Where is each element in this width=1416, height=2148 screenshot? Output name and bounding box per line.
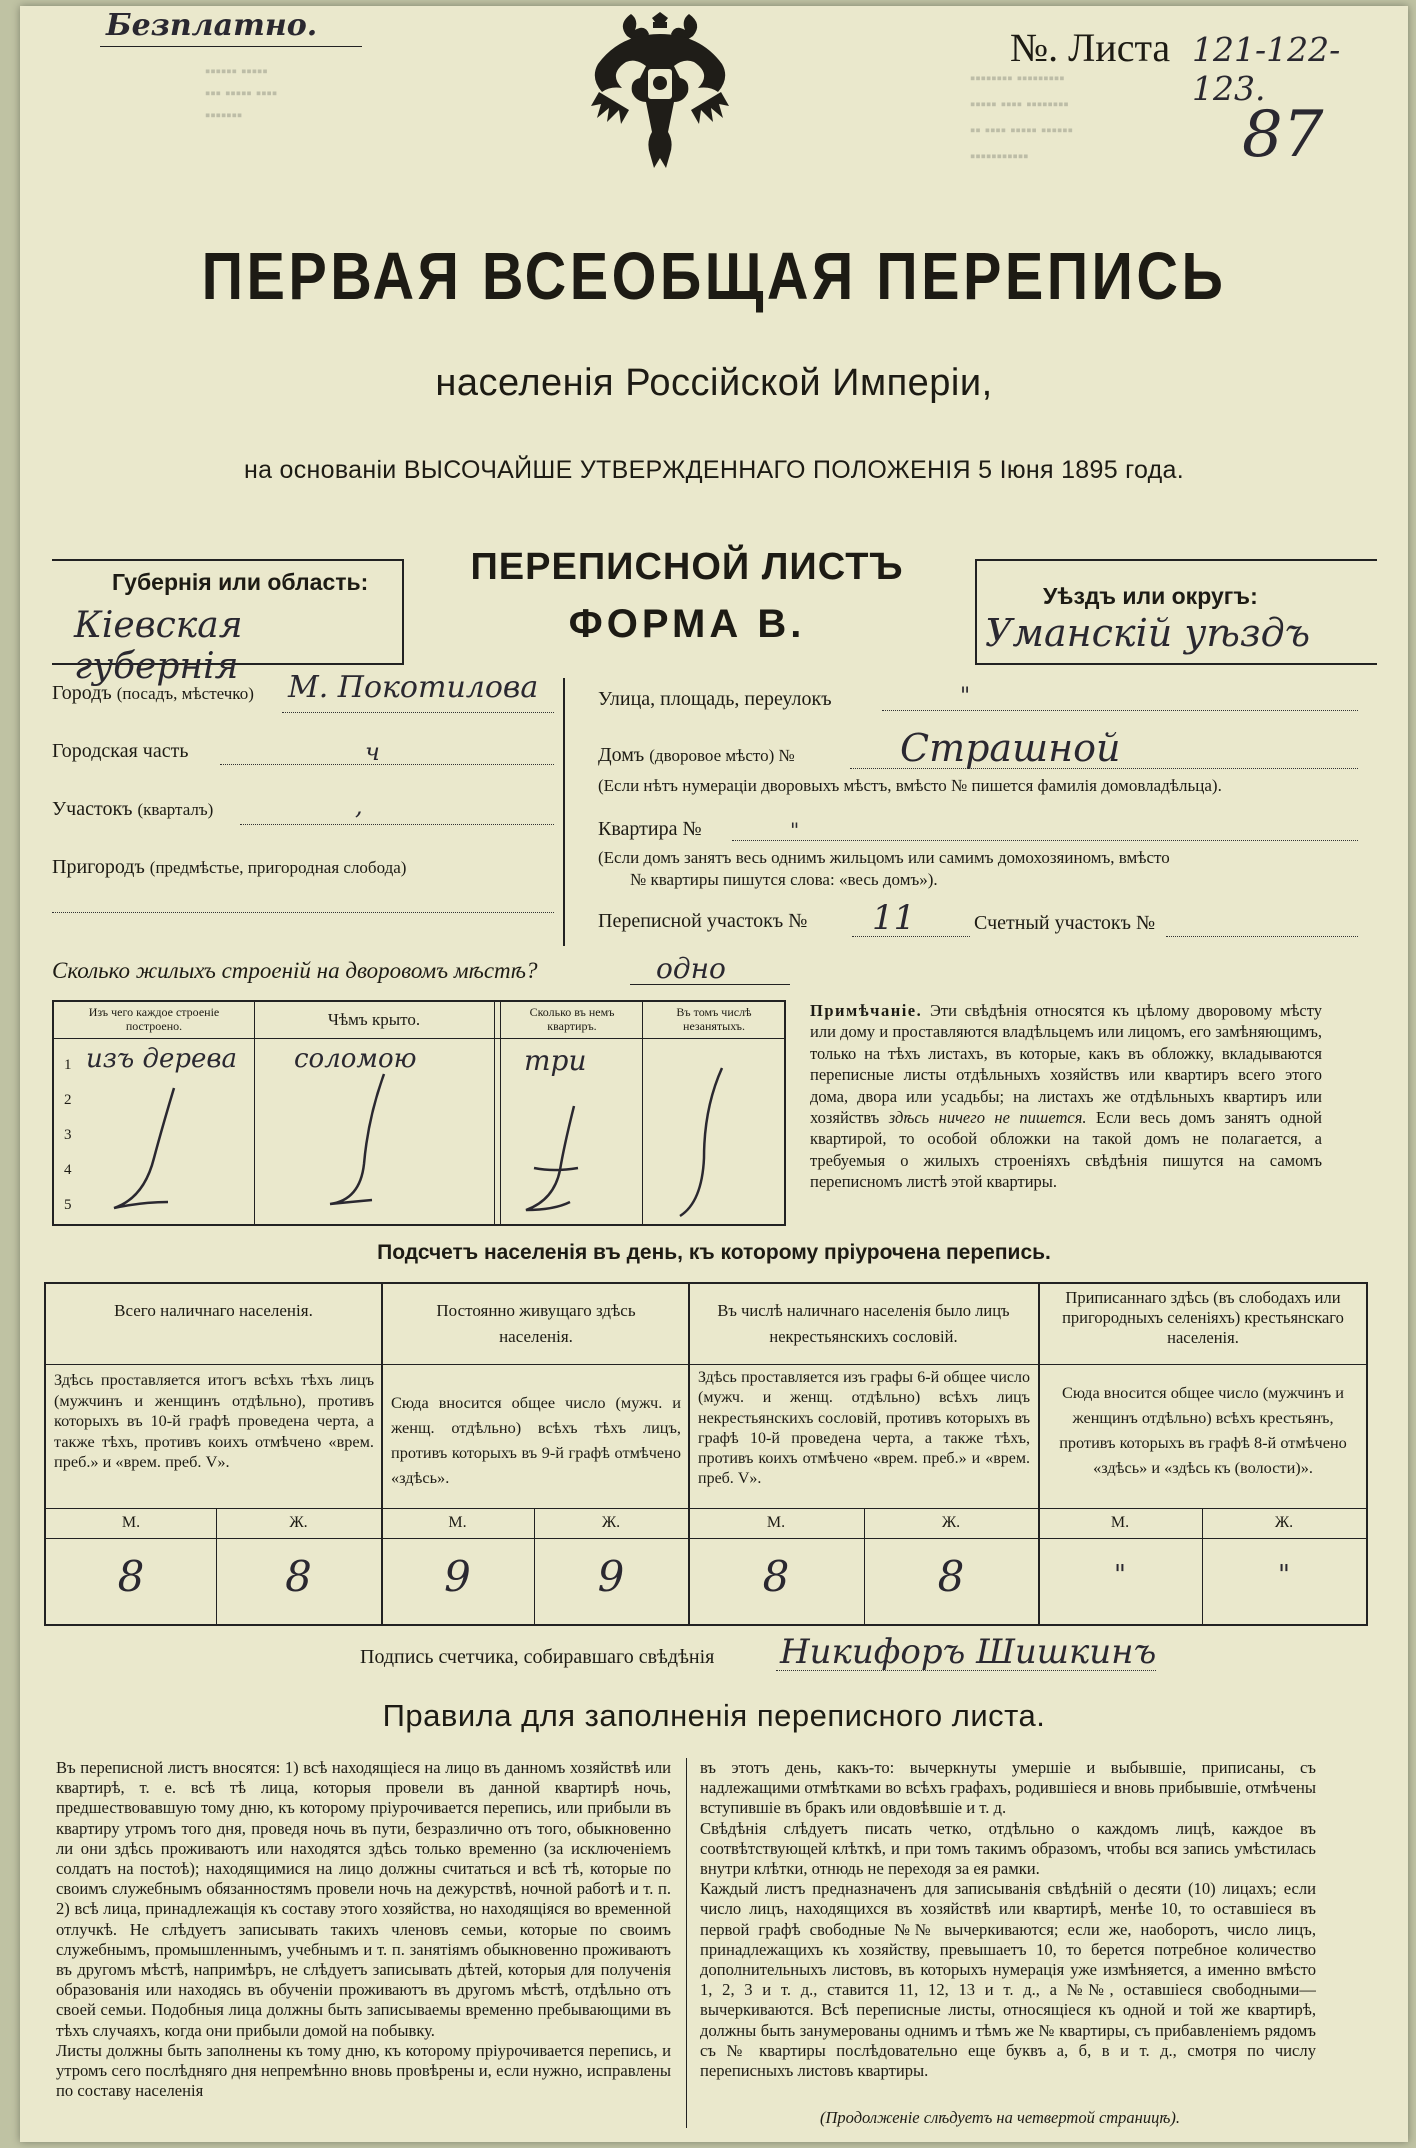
enumerator-signature: Никифоръ Шишкинъ [780,1632,1157,1672]
count-col1-body [54,1370,374,1473]
f-label: Ж. [941,1514,961,1531]
suburb-field [52,856,406,879]
count-col3-text: Здѣсь проставляется изъ графы 6-й общее число (мужч. и женщ. отдѣльно) всѣхъ лицъ некрестьянскихъ сословій, противъ которыхъ въ графѣ 10-й проведена черта, а также тѣхъ, противъ коихъ отмѣчено «врем. преб.» и «врем. преб. [698,1369,1030,1488]
permanent-female-value: 9 [597,1552,625,1601]
peasant-male-value: " [1114,1560,1126,1590]
note-text-continued: Если весь домъ занятъ одной квартирой, то особой обложки на такой домъ не полагается, а требуемыя о жилыхъ строеніяхъ свѣдѣнія пишутся на самомъ переписномъ листѣ этой квартиры. [810,1108,1323,1192]
apartment-note-2: № квартиры пишутся слова: «весь домъ»). [630,870,938,889]
buildings-question: Сколько жилыхъ строеній на дворовомъ мѣстѣ? [52,958,538,983]
district-box [975,559,1377,665]
buildings-table [52,1000,786,1226]
form-letter: ФОРМА В. [568,602,806,646]
house-hint: (дворовое мѣсто) № [649,746,795,765]
row1-material: изъ дерева [86,1044,238,1074]
apartment-label: Квартира № [598,818,702,840]
city-part-value: ч [365,738,380,766]
buildings-answer: одно [656,952,726,985]
quarter-hint: (кварталъ) [137,800,214,819]
rules-heading: Правила для заполненія переписного листа. [382,1698,1046,1733]
rules-right-column: въ этотъ день, какъ-то: вычеркнуты умершіе и выбывшіе, приписаны, съ надлежащими отмѣтками во всѣхъ графахъ, родившіеся и вновь прибывшіе, отмѣчены вступившіе въ бракъ или овдовѣвшіе и т. д. Свѣдѣнія слѣдуетъ писать четко, отдѣльно о каждомъ лицѣ, каждое въ соотвѣтствующей клѣткѣ, и при томъ такимъ образомъ, чтобы вся запись умѣстилась внутри клѣтки, отнюдь не переходя за ея рамки. Каждый листъ предназначенъ для записыванія свѣдѣній о десяти (10) лицахъ; если число лицъ, находящихся въ хозяйствѣ или квартирѣ, менѣе 10, то оставшіеся въ первой графѣ свободные №№ вычеркиваются; если же, наоборотъ, число лицъ, принадлежащихъ къ хозяйству, превышаетъ 10, то берется потребное количество дополнительныхъ листовъ, въ которыхъ нумерація уже измѣняется, а именно вмѣсто 1, 2, 3 и т. д., ставится 11, 12, 13 и т. д., а №№, оставшіеся свободными—вычеркиваются. Всѣ переписные листы, относящіеся къ одной и той же квартирѣ, должны быть занумерованы однимъ и тѣмъ же № квартиры, съ прибавленіемъ рядомъ съ № квартиры послѣдовательно еще буквъ а, б, в и т. д., смотря по числу переписныхъ листовъ квартиры. [700,1758,1316,2081]
population-count-heading: Подсчетъ населенія въ день, къ которому пріурочена перепись. [377,1241,1051,1264]
city-hint: (посадъ, мѣстечко) [116,684,254,703]
row-number: 3 [64,1127,72,1143]
total-female-value: 8 [285,1552,312,1601]
count-col1-mark: V». [205,1452,230,1471]
ditto-marks [54,1038,784,1224]
legal-basis: на основаніи ВЫСОЧАЙШЕ УТВЕРЖДЕННАГО ПОЛОЖЕНІЯ 5 Іюня 1895 года. [243,456,1185,484]
count-col2-body: Сюда вносится общее число (мужч. и женщ. отдѣльно) всѣхъ тѣхъ лицъ, противъ которыхъ въ 9-й графѣ отмѣчено «здѣсь». [391,1393,681,1487]
district-label: Уѣздъ или округъ: [1043,583,1258,609]
note-emphasis: здѣсь ничего не пишется. [888,1108,1087,1128]
census-area-value: 11 [872,898,916,938]
province-label: Губернія или область: [112,569,369,595]
census-area-label: Переписной участокъ № [598,910,808,932]
count-col3-mark: V». [737,1470,762,1488]
row1-roof: соломою [294,1044,417,1074]
street-label: Улица, площадь, переулокъ [598,688,832,710]
house-field [598,744,795,767]
count-area-label: Счетный участокъ № [974,912,1156,934]
apartment-note-1: (Если домъ занятъ весь однимъ жильцомъ или самимъ домохозяиномъ, вмѣсто [598,848,1170,867]
row-number: 1 [64,1057,72,1073]
city-value: М. Пoкотилова [288,670,539,705]
apartment-value: " [790,818,800,842]
col-roof-header: Чѣмъ крыто. [327,1010,421,1029]
census-sheet [20,6,1408,2142]
note-heading: Примѣчаніе. [810,1001,923,1020]
count-col3-body [698,1368,1030,1490]
quarter-field [52,798,213,821]
m-label: М. [1110,1514,1130,1531]
m-label: М. [448,1514,467,1531]
signature-label: Подпись счетчика, собиравшаго свѣдѣнія [360,1646,715,1668]
double-headed-eagle-emblem [585,6,735,181]
col-apartments-header: Сколько въ немъ квартиръ. [529,1005,615,1033]
house-label: Домъ [598,744,645,766]
col-vacant-header: Въ томъ числѣ незанятыхъ. [676,1005,752,1033]
f-label: Ж. [289,1514,308,1531]
row1-apartments: три [524,1044,587,1077]
note-block [810,1000,1322,1193]
count-col2-head: Постоянно живущаго здѣсь населенія. [436,1301,636,1346]
district-value: Уманскій уѣздъ [985,611,1311,655]
form-title: ПЕРЕПИСНОЙ ЛИСТЪ [470,546,904,588]
province-box [52,559,404,687]
house-note: (Если нѣтъ нумераціи дворовыхъ мѣстъ, вмѣсто № пишется фамилія домовладѣльца). [598,776,1222,795]
subtitle: населенія Россійской Имперіи, [435,362,993,404]
population-count-table [44,1282,1368,1626]
count-col4-body: Сюда вносится общее число (мужчинъ и женщинъ отдѣльно) всѣхъ крестьянъ, противъ которыхъ въ графѣ 8-й отмѣчено «здѣсь» и «здѣсь къ (волости)». [1059,1383,1347,1477]
quarter-value: , [355,792,363,820]
total-male-value: 8 [117,1552,145,1601]
col-material-header: Изъ чего каждое строеніе построено. [88,1005,220,1033]
free-label: Безплатно. [106,8,318,43]
note-text: Эти свѣдѣнія относятся къ цѣлому дворовому мѣсту или дому и проставляются владѣльцемъ или лицомъ, его замѣняющимъ, только на тѣхъ листахъ, въ которые, какъ въ обложку, вкладываются переписные листы отдѣльныхъ хозяйствъ или квартиръ всего этого дома, двора или усадьбы; на листахъ же отдѣльныхъ квартиръ или хозяйствъ [810,1001,1322,1128]
row-number: 2 [64,1092,72,1108]
province-value: Кіевская губернія [74,605,243,687]
house-value: Страшной [900,726,1121,770]
continued-note: (Продолженіе слѣдуетъ на четвертой страницѣ). [820,2108,1180,2127]
sheet-number-label: №. Листа [1010,25,1171,70]
peasant-female-value: " [1278,1560,1290,1590]
count-col3-head: Въ числѣ наличнаго населенія было лицъ некрестьянскихъ сословій. [717,1301,1010,1346]
suburb-label: Пригородъ [52,856,145,878]
f-label: Ж. [1274,1514,1294,1531]
suburb-hint: (предмѣстье, пригородная слобода) [149,858,407,877]
nonpeasant-male-value: 8 [762,1552,790,1601]
count-col1-head: Всего наличнаго населенія. [114,1301,313,1320]
bleed-through-text: ▪▪▪▪▪▪▪▪ ▪▪▪▪▪▪▪▪▪ ▪▪▪▪▪ ▪▪▪▪ ▪▪▪▪▪▪▪▪ ▪▪ ▪▪▪▪ ▪▪▪▪▪ ▪▪▪▪▪▪ ▪▪▪▪▪▪▪▪▪▪▪ [970,70,1073,165]
city-field [52,682,254,705]
row-number: 4 [64,1162,72,1178]
street-value: " [960,684,971,709]
count-col4-head: Приписаннаго здѣсь (въ слободахъ или пригородныхъ селеніяхъ) крестьянскаго населенія. [1062,1288,1344,1347]
permanent-male-value: 9 [444,1552,471,1601]
count-col1-text: Здѣсь проставляется итогъ всѣхъ тѣхъ лицъ (мужчинъ и женщинъ отдѣльно), противъ которыхъ въ 10-й графѣ проведена черта, а также тѣхъ, противъ коихъ отмѣчено «врем. преб.» и «врем. преб. [54,1370,374,1471]
quarter-label: Участокъ [52,798,133,820]
bleed-through-text: ▪▪▪▪▪▪ ▪▪▪▪▪ ▪▪▪ ▪▪▪▪▪ ▪▪▪▪ ▪▪▪▪▪▪▪ [205,63,278,124]
nonpeasant-female-value: 8 [937,1552,965,1601]
city-part-label: Городская часть [52,740,189,762]
f-label: Ж. [601,1514,621,1531]
city-label: Городъ [52,682,112,704]
sheet-number-value: 121-122-123. [1192,30,1341,108]
main-title: ПЕРВАЯ ВСЕОБЩАЯ ПЕРЕПИСЬ [201,239,1227,314]
row-number: 5 [64,1197,72,1213]
archive-stamp-number: 87 [1242,98,1324,172]
m-label: М. [766,1514,786,1531]
m-label: М. [121,1514,141,1531]
rules-left-column: Въ переписной листъ вносятся: 1) всѣ находящіеся на лицо въ данномъ хозяйствѣ или квартирѣ, т. е. всѣ тѣ лица, которыя провели въ данной квартирѣ ночь, предшествовавшую тому дню, къ которому пріурочивается перепись, или прибыли въ квартиру утромъ того дня, проведя ночь въ пути, безразлично отъ того, обыкновенно ли они здѣсь проживаютъ или находятся здѣсь только временно (за исключеніемъ солдатъ на постоѣ); находящимися на лицо должны считаться и всѣ тѣ, которые по своимъ служебнымъ обязанностямъ провели ночь на дежурствѣ, ночной работѣ и т. п. 2) всѣ лица, принадлежащія къ составу этого хозяйства, но находящіяся во временной отлучкѣ. Не слѣдуетъ записывать такихъ членовъ семьи, которые по своимъ служебнымъ, промышленнымъ, учебнымъ и т. п. занятіямъ обыкновенно проживаютъ въ другомъ мѣстѣ, напримѣръ, не слѣдуетъ записывать дѣтей, которыя для полученія образованія или находясь въ обученіи проживаютъ въ другомъ мѣстѣ, отдѣльно отъ своей семьи. Подобныя лица должны быть записываемы временно пребывающими въ тѣхъ случаяхъ, когда они прибыли домой на побывку. Листы должны быть заполнены къ тому дню, къ которому пріурочивается перепись, и утромъ сего послѣдняго дня непремѣнно вновь провѣрены и, если нужно, исправлены по составу населенія [56,1758,671,2101]
